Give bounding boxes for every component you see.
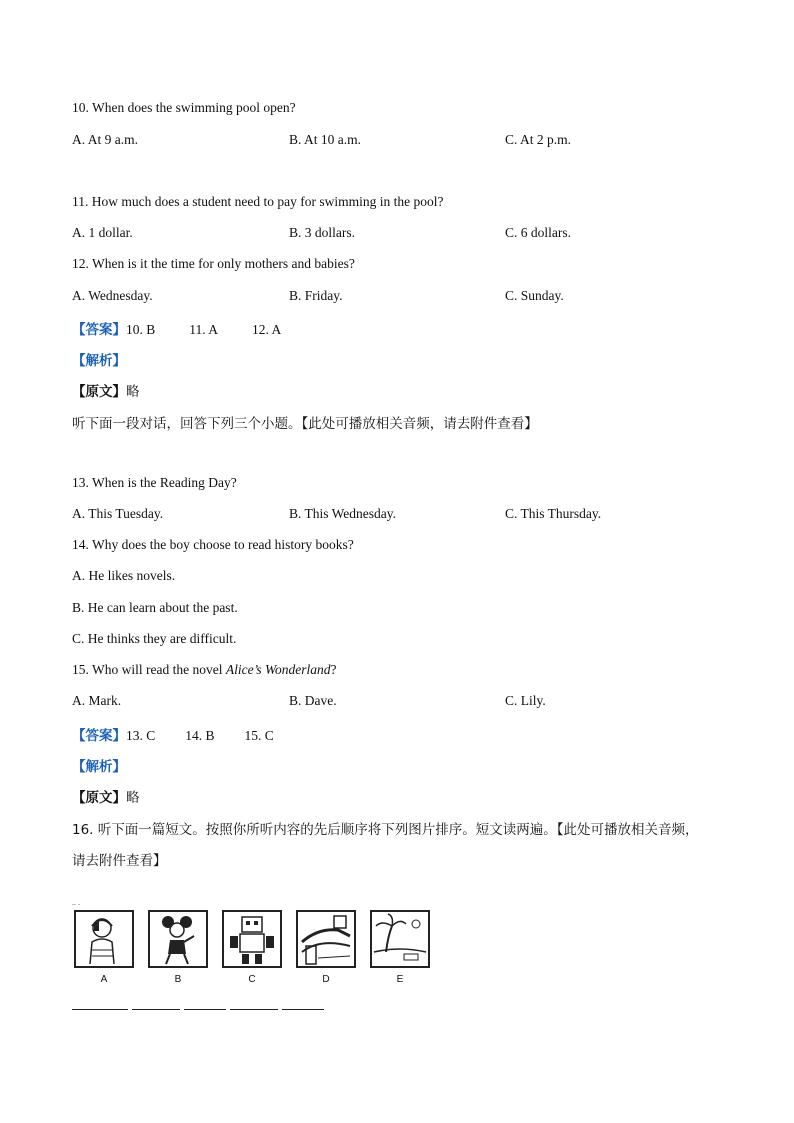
q14-stem: 14. Why does the boy choose to read history books? (72, 537, 354, 552)
q10-option-c: C. At 2 p.m. (505, 132, 572, 147)
source-text: 略 (126, 384, 140, 400)
answer-row-1 (72, 318, 281, 338)
q14-option-a: A. He likes novels. (72, 568, 176, 583)
beach-palm-icon (370, 910, 430, 968)
q13-option-c: C. This Thursday. (505, 506, 602, 521)
answer-blank[interactable] (282, 1009, 324, 1010)
q15-stem-text: 15. Who will read the novel (72, 662, 226, 677)
q13-option-a: A. This Tuesday. (72, 506, 164, 521)
answer-item: 14. B (185, 728, 215, 743)
q14-option-c: C. He thinks they are difficult. (72, 631, 237, 646)
stray-dots: .. . (72, 898, 80, 907)
girl-on-phone-icon (74, 910, 134, 968)
listening-instruction: 听下面一段对话，回答下列三个小题。【此处可播放相关音频，请去附件查看】 (72, 416, 538, 432)
answer-blank[interactable] (184, 1009, 226, 1010)
q16-instruction-line1: 16. 听下面一篇短文。按照你所听内容的先后顺序将下列图片排序。短文读两遍。【此处可播放相关音频， (72, 822, 699, 838)
robot-icon (222, 910, 282, 968)
novel-title: Alice’s Wonderland (225, 662, 331, 677)
q16-instruction-line2: 请去附件查看】 (72, 853, 167, 869)
answer-item: 12. A (252, 322, 282, 337)
answer-blank[interactable] (230, 1009, 278, 1010)
answer-item: 11. A (189, 322, 219, 337)
picture-label: D (322, 974, 330, 985)
q15-option-b: B. Dave. (289, 693, 337, 708)
q15-option-a: A. Mark. (72, 693, 122, 708)
q12-option-a: A. Wednesday. (72, 288, 153, 303)
picture-row (74, 906, 438, 996)
source-tag: 【原文】 (72, 384, 126, 400)
answer-item: 15. C (244, 728, 274, 743)
q15-stem-end: ? (330, 662, 337, 677)
q10-option-b: B. At 10 a.m. (289, 132, 362, 147)
q11-option-b: B. 3 dollars. (289, 225, 355, 240)
q15-stem (72, 662, 336, 678)
picture-label: E (396, 974, 404, 985)
answer-blank[interactable] (132, 1009, 180, 1010)
answer-row-2 (72, 724, 274, 744)
picture-label: C (248, 974, 256, 985)
answer-item: 10. B (126, 322, 156, 337)
source-text: 略 (126, 790, 140, 806)
q11-option-a: A. 1 dollar. (72, 225, 133, 240)
mickey-mouse-icon (148, 910, 208, 968)
q12-stem: 12. When is it the time for only mothers and babies? (72, 256, 355, 271)
analysis-tag: 【解析】 (72, 759, 126, 775)
q11-stem: 11. How much does a student need to pay for swimming in the pool? (72, 194, 444, 209)
q12-option-b: B. Friday. (289, 288, 343, 303)
answer-item: 13. C (126, 728, 156, 743)
q15-option-c: C. Lily. (505, 693, 546, 708)
q11-option-c: C. 6 dollars. (505, 225, 571, 240)
picture-label: B (174, 974, 182, 985)
picture-label: A (100, 974, 108, 985)
source-row-1 (72, 380, 140, 400)
q14-option-b: B. He can learn about the past. (72, 600, 238, 615)
q12-option-c: C. Sunday. (505, 288, 564, 303)
q10-stem: 10. When does the swimming pool open? (72, 100, 296, 115)
q10-option-a: A. At 9 a.m. (72, 132, 138, 147)
answer-tag: 【答案】 (72, 322, 126, 338)
q13-stem: 13. When is the Reading Day? (72, 475, 237, 490)
source-tag: 【原文】 (72, 790, 126, 806)
answer-blank[interactable] (72, 1009, 128, 1010)
great-wall-icon (296, 910, 356, 968)
analysis-tag: 【解析】 (72, 353, 126, 369)
source-row-2 (72, 786, 140, 806)
answer-tag: 【答案】 (72, 728, 126, 744)
q13-option-b: B. This Wednesday. (289, 506, 397, 521)
